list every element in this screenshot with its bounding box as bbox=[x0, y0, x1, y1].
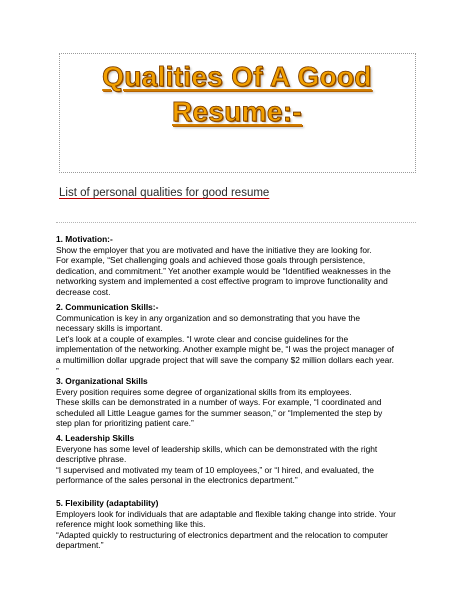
section-text-line: ” bbox=[56, 365, 59, 376]
section-text-line: performance of the sales personal in the electronics department.” bbox=[56, 475, 298, 486]
section-organizational-skills bbox=[56, 376, 426, 429]
section-text-line: a multimillion dollar upgrade project that will save the company $2 million dollars each year. bbox=[56, 354, 394, 365]
section-text-line: step plan for prioritizing patient care.” bbox=[56, 418, 194, 429]
section-text-line: “Adapted quickly to restructuring of electronics department and the relocation to computer bbox=[56, 529, 388, 540]
section-leadership-skills bbox=[56, 433, 426, 486]
section-text-line: networking system and implemented a cost effective program to improve functionality and bbox=[56, 276, 388, 287]
dotted-separator bbox=[56, 222, 416, 223]
section-text-line: Everyone has some level of leadership skills, which can be demonstrated with the right bbox=[56, 443, 378, 454]
section-text-line: decrease cost. bbox=[56, 286, 111, 297]
section-text-line: reference might look something like this. bbox=[56, 519, 206, 530]
section-text-line: necessary skills is important. bbox=[56, 323, 163, 334]
section-text-line: “I supervised and motivated my team of 10 employees,” or “I hired, and evaluated, the bbox=[56, 464, 374, 475]
document-subtitle: List of personal qualities for good resume bbox=[59, 187, 270, 199]
document-title-line-1: Qualities Of A Good bbox=[102, 61, 372, 92]
section-heading: 5. Flexibility (adaptability) bbox=[56, 498, 159, 508]
section-text-line: Communication is key in any organization and so demonstrating that you have the bbox=[56, 312, 361, 323]
section-text-line: These skills can be demonstrated in a number of ways. For example, “I coordinated and bbox=[56, 397, 382, 408]
section-text-line: department.” bbox=[56, 540, 104, 551]
section-heading: 4. Leadership Skills bbox=[56, 433, 135, 443]
section-heading: 2. Communication Skills:- bbox=[56, 302, 159, 312]
section-text-line: scheduled all Little League games for the summer season,” or “Implemented the step by bbox=[56, 407, 383, 418]
section-heading: 3. Organizational Skills bbox=[56, 376, 148, 386]
section-text-line: For example, “Set challenging goals and achieved those goals through persistence, bbox=[56, 255, 366, 266]
section-communication-skills bbox=[56, 302, 426, 376]
section-text-line: Every position requires some degree of organizational skills from its employees. bbox=[56, 386, 352, 397]
section-text-line: implementation of the networking. Another example might be, “I was the project manager of bbox=[56, 344, 394, 355]
section-text-line: dedication, and commitment.” Yet another example would be “Identified weaknesses in the bbox=[56, 265, 391, 276]
document-title-line-2: Resume:- bbox=[172, 96, 302, 127]
section-heading: 1. Motivation:- bbox=[56, 234, 113, 244]
section-text-line: Let’s look at a couple of examples. “I wrote clear and concise guidelines for the bbox=[56, 333, 349, 344]
section-motivation bbox=[56, 234, 426, 298]
section-text-line: Show the employer that you are motivated and have the initiative they are looking for. bbox=[56, 244, 372, 255]
section-flexibility bbox=[56, 498, 426, 551]
section-text-line: descriptive phrase. bbox=[56, 454, 127, 465]
section-text-line: Employers look for individuals that are adaptable and flexible taking change into stride. Your bbox=[56, 508, 396, 519]
